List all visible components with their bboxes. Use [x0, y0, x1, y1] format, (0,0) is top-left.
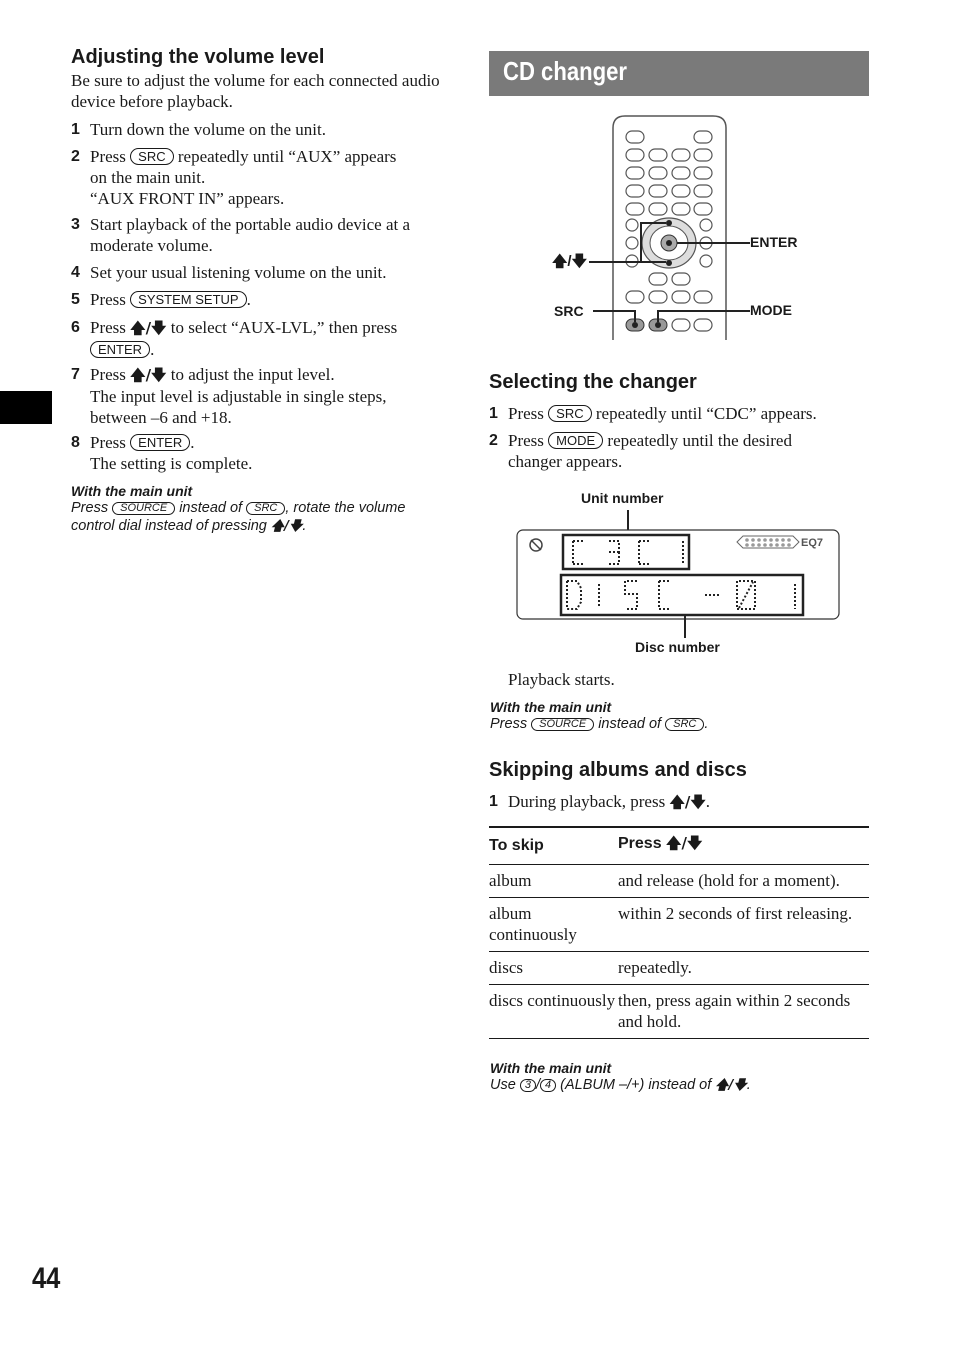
enter-key: ENTER — [130, 434, 190, 451]
step-1 — [71, 119, 456, 140]
up-down-arrows-icon: 🡅/🡇 — [270, 519, 303, 534]
note-title: With the main unit — [490, 1060, 612, 1076]
step-number: 2 — [71, 148, 80, 165]
step-text: Press — [90, 147, 126, 166]
note-main-unit-volume — [71, 483, 456, 536]
note-text: , rotate the volume — [285, 500, 406, 516]
step-text: repeatedly until “AUX” appears — [177, 147, 397, 166]
table-cell-press: then, press again within 2 seconds and hold. — [618, 985, 869, 1039]
step-text: Turn down the volume on the unit. — [90, 120, 326, 139]
source-key: SOURCE — [531, 718, 594, 731]
disc-number-label: Disc number — [635, 639, 720, 655]
system-setup-key: SYSTEM SETUP — [130, 291, 246, 308]
step-number: 2 — [489, 432, 498, 449]
table-cell-press: repeatedly. — [618, 952, 869, 985]
table-cell-skip: discs continuously — [489, 985, 618, 1039]
step-text: Set your usual listening volume on the unit. — [90, 263, 387, 282]
table-row — [489, 985, 869, 1039]
step-number: 8 — [71, 434, 80, 451]
up-down-arrows-icon: 🡅/🡇 — [552, 253, 588, 270]
step-text: During playback, press — [508, 792, 666, 811]
section-tab-marker — [0, 391, 52, 424]
step-number: 1 — [489, 405, 498, 422]
step-text: to select “AUX-LVL,” then press — [170, 318, 398, 337]
mode-label: MODE — [750, 302, 792, 318]
note-title: With the main unit — [71, 483, 193, 499]
table-row — [489, 898, 869, 952]
note-main-unit-album — [490, 1060, 875, 1095]
src-key: SRC — [665, 718, 704, 731]
step-text: repeatedly until the desired — [607, 431, 792, 450]
step-7 — [71, 364, 456, 428]
up-down-arrows-icon: 🡅/🡇 — [669, 793, 706, 811]
step-5 — [71, 289, 456, 310]
step-text: “AUX FRONT IN” appears. — [90, 189, 285, 208]
note-text: (ALBUM –/+) instead of — [560, 1077, 712, 1093]
step-4 — [71, 262, 456, 283]
note-text: instead of — [598, 716, 662, 732]
step-text: . — [705, 792, 711, 811]
note-text: . — [746, 1077, 751, 1093]
step-text: Press — [90, 433, 126, 452]
skip-step-1 — [489, 791, 874, 813]
table-cell-press: and release (hold for a moment). — [618, 865, 869, 898]
step-number: 7 — [71, 366, 80, 383]
step-text: Press — [90, 290, 126, 309]
section-heading-selecting: Selecting the changer — [489, 371, 697, 393]
column-header-skip: To skip — [489, 827, 618, 865]
step-text: . — [190, 433, 195, 452]
up-down-arrows-icon: 🡅/🡇 — [130, 366, 167, 384]
skip-table — [489, 826, 869, 1039]
key-4: 4 — [540, 1079, 556, 1092]
mode-key: MODE — [548, 432, 603, 449]
step-text: repeatedly until “CDC” appears. — [595, 404, 817, 423]
banner-title: CD changer — [503, 56, 628, 86]
lcd-display-illustration — [515, 508, 843, 640]
step-number: 1 — [489, 793, 498, 810]
src-key: SRC — [130, 148, 173, 165]
column-header-press — [618, 827, 869, 865]
src-label: SRC — [554, 303, 584, 319]
note-text: control dial instead of pressing — [71, 518, 267, 534]
step-text: The input level is adjustable in single steps, — [90, 387, 387, 406]
note-text: . — [302, 518, 307, 534]
step-text: to adjust the input level. — [170, 365, 335, 384]
note-text: instead of — [179, 500, 243, 516]
column-header-press-label: Press — [618, 835, 662, 852]
step-text: . — [150, 340, 155, 359]
step-text: moderate volume. — [90, 236, 213, 255]
select-step-2 — [489, 430, 874, 472]
source-key: SOURCE — [112, 502, 175, 515]
step-2 — [71, 146, 456, 209]
src-key: SRC — [246, 502, 285, 515]
table-header-row — [489, 827, 869, 865]
step-number: 5 — [71, 291, 80, 308]
step-text: between –6 and +18. — [90, 408, 232, 427]
key-3: 3 — [520, 1079, 536, 1092]
step-text: Start playback of the portable audio device at a — [90, 215, 411, 234]
section-heading-skipping: Skipping albums and discs — [489, 759, 747, 781]
playback-text: Playback starts. — [508, 670, 615, 689]
note-text: Press — [490, 716, 528, 732]
step-text: Press — [90, 318, 126, 337]
step-number: 1 — [71, 121, 80, 138]
step-8 — [71, 432, 456, 474]
note-main-unit-source — [490, 699, 875, 733]
step-number: 3 — [71, 216, 80, 233]
page-number: 44 — [32, 1262, 61, 1295]
step-3 — [71, 214, 456, 256]
table-row — [489, 952, 869, 985]
up-down-arrows-icon: 🡅/🡇 — [666, 834, 703, 852]
intro-text: Be sure to adjust the volume for each connected audio device before playback. — [71, 71, 440, 111]
eq-indicator: EQ7 — [801, 537, 824, 549]
up-down-arrows-icon: 🡅/🡇 — [715, 1078, 747, 1093]
note-text: . — [704, 716, 709, 732]
step-6 — [71, 317, 456, 360]
step-text: The setting is complete. — [90, 454, 253, 473]
table-row — [489, 865, 869, 898]
table-cell-skip: album continuously — [489, 898, 618, 952]
table-cell-press: within 2 seconds of first releasing. — [618, 898, 869, 952]
section-banner — [489, 51, 869, 96]
step-text: on the main unit. — [90, 168, 206, 187]
step-text: Press — [508, 404, 544, 423]
enter-key: ENTER — [90, 341, 150, 358]
up-down-arrows-icon: 🡅/🡇 — [130, 319, 167, 337]
note-text: / — [535, 1077, 540, 1093]
step-text: Press — [90, 365, 126, 384]
table-cell-skip: discs — [489, 952, 618, 985]
note-title: With the main unit — [490, 699, 612, 715]
step-number: 4 — [71, 264, 80, 281]
step-text: . — [246, 290, 251, 309]
table-cell-skip: album — [489, 865, 618, 898]
step-number: 6 — [71, 319, 80, 336]
src-key: SRC — [548, 405, 591, 422]
section-heading-volume: Adjusting the volume level — [71, 46, 325, 68]
unit-number-label: Unit number — [581, 490, 664, 506]
step-text: changer appears. — [508, 452, 623, 471]
enter-label: ENTER — [750, 234, 798, 250]
note-text: Press — [71, 500, 109, 516]
note-text: Use — [490, 1077, 516, 1093]
select-step-1 — [489, 403, 874, 424]
step-text: Press — [508, 431, 544, 450]
